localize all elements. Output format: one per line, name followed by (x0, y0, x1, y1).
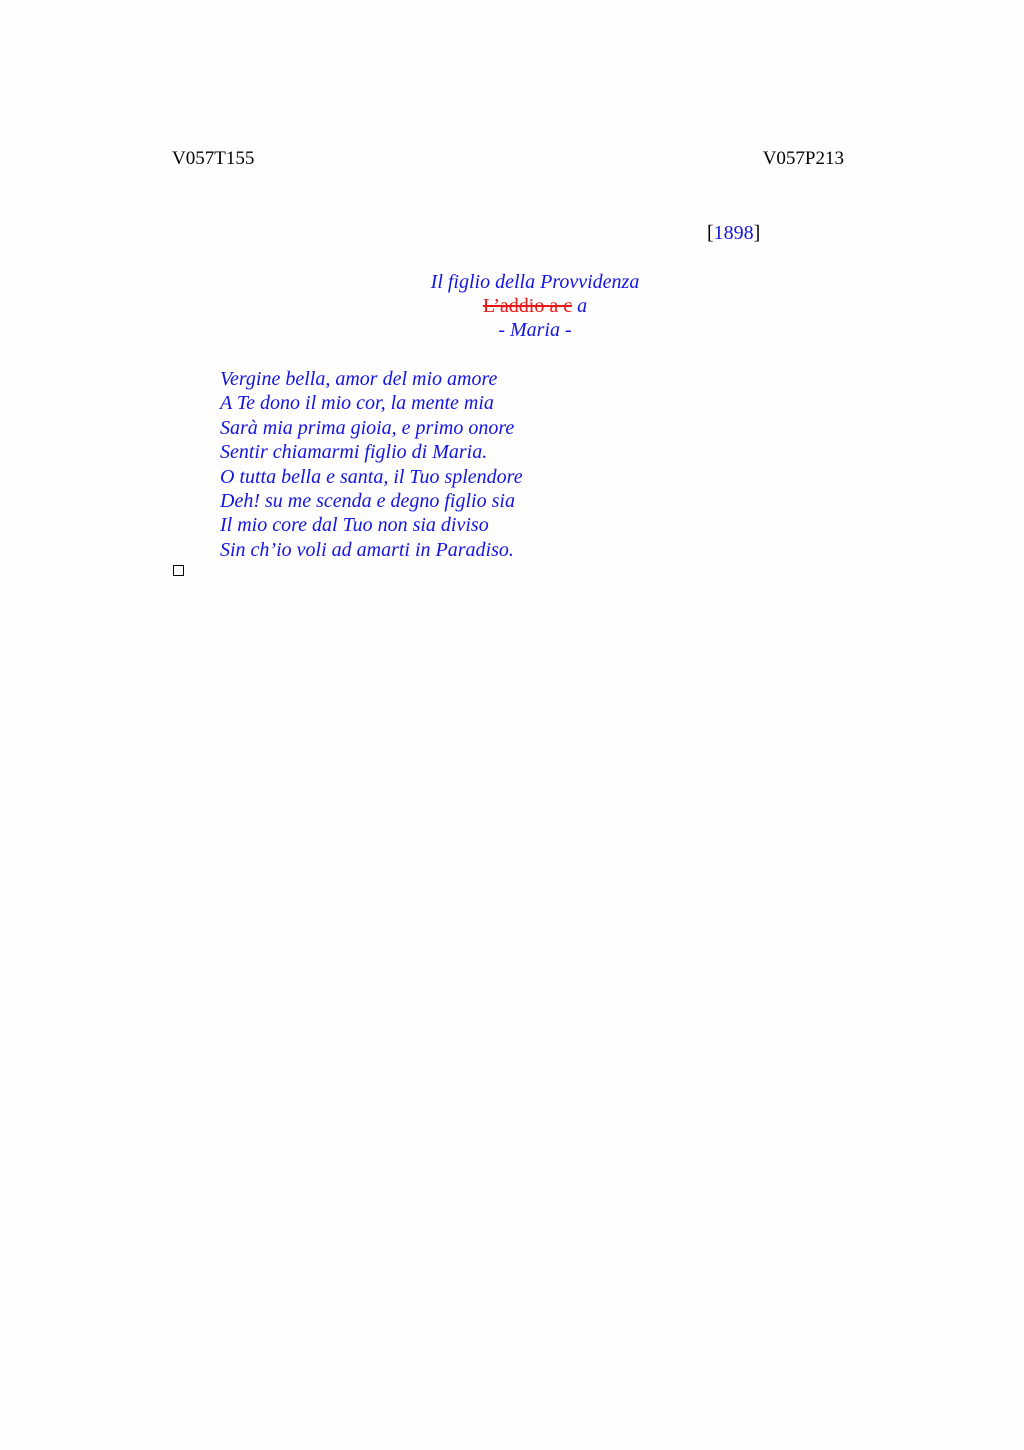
poem-line: Sentir chiamarmi figlio di Maria. (220, 441, 488, 464)
date-close-bracket: ] (753, 222, 761, 244)
inserted-text: a (577, 295, 588, 317)
poem-line: Deh! su me scenda e degno figlio sia (220, 490, 515, 513)
date-annotation (707, 221, 760, 245)
title-revision-line (330, 294, 740, 318)
date-open-bracket: [ (707, 222, 714, 244)
poem-line: O tutta bella e santa, il Tuo splendore (220, 465, 523, 488)
poem-line: Vergine bella, amor del mio amore (220, 368, 498, 390)
empty-square-icon (173, 565, 184, 576)
document-code-left: V057T155 (172, 148, 255, 169)
poem-title: Il figlio della Provvidenza (430, 271, 640, 293)
poem-subtitle: - Maria - (498, 319, 572, 341)
poem-title-block (330, 270, 740, 342)
poem-line: Il mio core dal Tuo non sia diviso (220, 514, 489, 537)
poem-line: Sin ch’io voli ad amarti in Paradiso. (220, 538, 514, 561)
document-code-right: V057P213 (762, 148, 844, 169)
struck-text: L’addio a c (482, 295, 573, 317)
poem-line: A Te dono il mio cor, la mente mia (220, 392, 494, 415)
date-year: 1898 (713, 222, 754, 244)
poem-line: Sarà mia prima gioia, e primo onore (220, 416, 515, 439)
poem-body (220, 367, 523, 562)
